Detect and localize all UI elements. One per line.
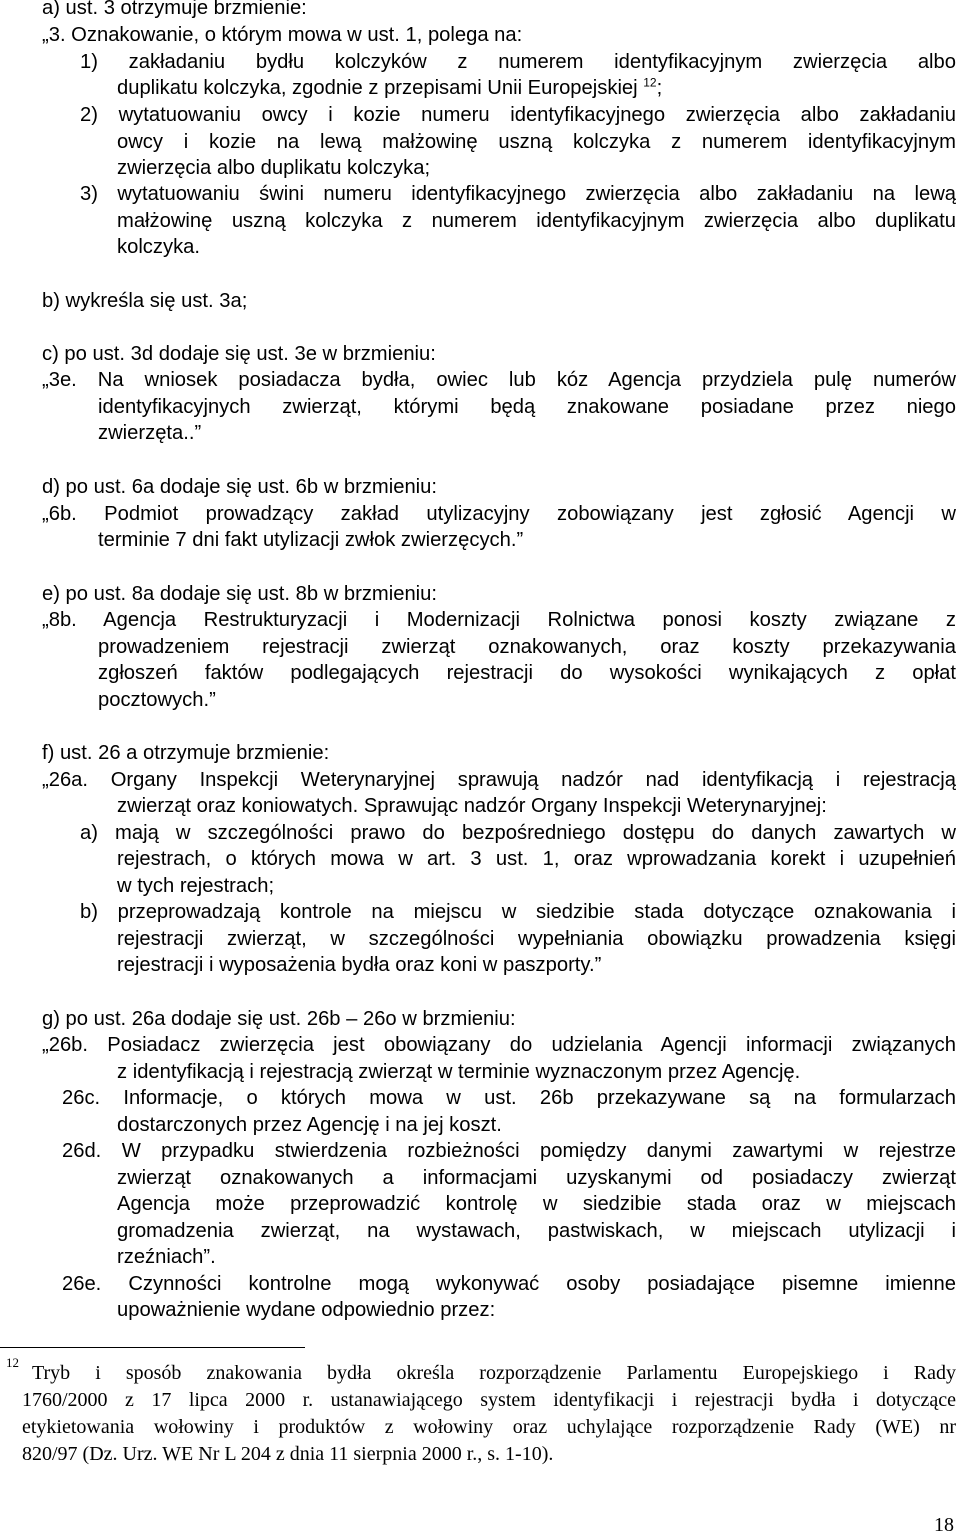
text-line: 3) wytatuowaniu świni numeru identyfikacyjnego zwierzęcia albo zakładaniu na lewą (80, 183, 956, 205)
text-line: zwierząt oraz koniowatych. Sprawując nadzór Organy Inspekcji Weterynaryjnej: (117, 795, 827, 817)
text-line: a) mają w szczególności prawo do bezpośredniego dostępu do danych zawartych w (80, 822, 956, 844)
text-line: zwierząt oznakowanych a informacjami uzyskanymi od posiadaczy zwierząt (117, 1167, 956, 1189)
footnote-line: Tryb i sposób znakowania bydła określa rozporządzenie Parlamentu Europejskiego i Rady (32, 1362, 956, 1384)
amendment-e-heading: e) po ust. 8a dodaje się ust. 8b w brzmieniu: (42, 583, 437, 605)
paragraph-3-intro: „3. Oznakowanie, o którym mowa w ust. 1, polega na: (42, 24, 523, 46)
text-line: terminie 7 dni fakt utylizacji zwłok zwierzęcych.” (98, 529, 524, 551)
page-number: 18 (934, 1514, 954, 1536)
text-line: owcy i kozie na lewą małżowinę uszną kolczyka z numerem identyfikacyjnym (117, 131, 956, 153)
amendment-b-heading: b) wykreśla się ust. 3a; (42, 290, 248, 312)
footnote-line: etykietowania wołowiny i produktów z wołowiny oraz uchylające rozporządzenie Rady (WE) nr (22, 1416, 956, 1438)
text-line: rejestracji zwierząt, w szczególności wypełniania obowiązku prowadzenia księgi (117, 928, 956, 950)
text-line: kolczyka. (117, 236, 201, 258)
amendment-c-heading: c) po ust. 3d dodaje się ust. 3e w brzmieniu: (42, 343, 436, 365)
text-line: zgłoszeń faktów podlegających rejestracji do wysokości wynikających z opłat (98, 662, 956, 684)
text-line: z identyfikacją i rejestracją zwierząt w terminie wyznaczonym przez Agencję. (117, 1061, 801, 1083)
footnote-separator (0, 1347, 305, 1348)
footnote-ref[interactable]: 12 (643, 75, 657, 90)
text-line: 26e. Czynności kontrolne mogą wykonywać osoby posiadające pisemne imienne (62, 1273, 956, 1295)
text-line: dostarczonych przez Agencję i na jej koszt. (117, 1114, 502, 1136)
text-line: 26c. Informacje, o których mowa w ust. 26b przekazywane są na formularzach (62, 1087, 956, 1109)
text-line: zwierzęta..” (98, 422, 202, 444)
text-line: „6b. Podmiot prowadzący zakład utylizacyjny zobowiązany jest zgłosić Agencji w (42, 503, 956, 525)
text-line: rejestrach, o których mowa w art. 3 ust. 1, oraz wprowadzania korekt i uzupełnień (117, 848, 956, 870)
text-line: 1) zakładaniu bydłu kolczyków z numerem identyfikacyjnym zwierzęcia albo (80, 51, 956, 73)
text-line: prowadzeniem rejestracji zwierząt oznakowanych, oraz koszty przekazywania (98, 636, 956, 658)
amendment-g-heading: g) po ust. 26a dodaje się ust. 26b – 26o w brzmieniu: (42, 1008, 516, 1030)
amendment-a-heading: a) ust. 3 otrzymuje brzmienie: (42, 0, 307, 19)
text-line: rzeźniach”. (117, 1246, 216, 1268)
text-line: Agencja może przeprowadzić kontrolę w siedzibie stada oraz w miejscach (117, 1193, 956, 1215)
amendment-d-heading: d) po ust. 6a dodaje się ust. 6b w brzmieniu: (42, 476, 437, 498)
text-line: „26a. Organy Inspekcji Weterynaryjnej sprawują nadzór nad identyfikacją i rejestracją (42, 769, 956, 791)
text-line: gromadzenia zwierząt, na wystawach, pastwiskach, w miejscach utylizacji i (117, 1220, 956, 1242)
text-line: 26d. W przypadku stwierdzenia rozbieżności pomiędzy danymi zawartymi w rejestrze (62, 1140, 956, 1162)
text-line: duplikatu kolczyka, zgodnie z przepisami Unii Europejskiej $^{12}$; (117, 75, 663, 99)
text-line: małżowinę uszną kolczyka z numerem identyfikacyjnym zwierzęcia albo duplikatu (117, 210, 956, 232)
footnote-line: 820/97 (Dz. Urz. WE Nr L 204 z dnia 11 sierpnia 2000 r., s. 1-10). (22, 1443, 554, 1465)
text-line: 2) wytatuowaniu owcy i kozie numeru identyfikacyjnego zwierzęcia albo zakładaniu (80, 104, 956, 126)
text-line: b) przeprowadzają kontrole na miejscu w siedzibie stada dotyczące oznakowania i (80, 901, 956, 923)
text-line: zwierzęcia albo duplikatu kolczyka; (117, 157, 431, 179)
text-line: „3e. Na wniosek posiadacza bydła, owiec lub kóz Agencja przydziela pulę numerów (42, 369, 956, 391)
text-line: identyfikacyjnych zwierząt, którymi będą znakowane posiadane przez niego (98, 396, 956, 418)
text-line: „8b. Agencja Restrukturyzacji i Modernizacji Rolnictwa ponosi koszty związane z (42, 609, 956, 631)
footnote-marker: 12 (6, 1355, 19, 1370)
text-line: „26b. Posiadacz zwierzęcia jest obowiązany do udzielania Agencji informacji związanych (42, 1034, 956, 1056)
text-line: pocztowych.” (98, 689, 216, 711)
footnote-line: 1760/2000 z 17 lipca 2000 r. ustanawiającego system identyfikacji i rejestracji bydła i dotyczące (22, 1389, 956, 1411)
text-line: upoważnienie wydane odpowiednio przez: (117, 1299, 496, 1321)
text-line: rejestracji i wyposażenia bydła oraz koni w paszporty.” (117, 954, 602, 976)
amendment-f-heading: f) ust. 26 a otrzymuje brzmienie: (42, 742, 330, 764)
text-line: w tych rejestrach; (117, 875, 275, 897)
